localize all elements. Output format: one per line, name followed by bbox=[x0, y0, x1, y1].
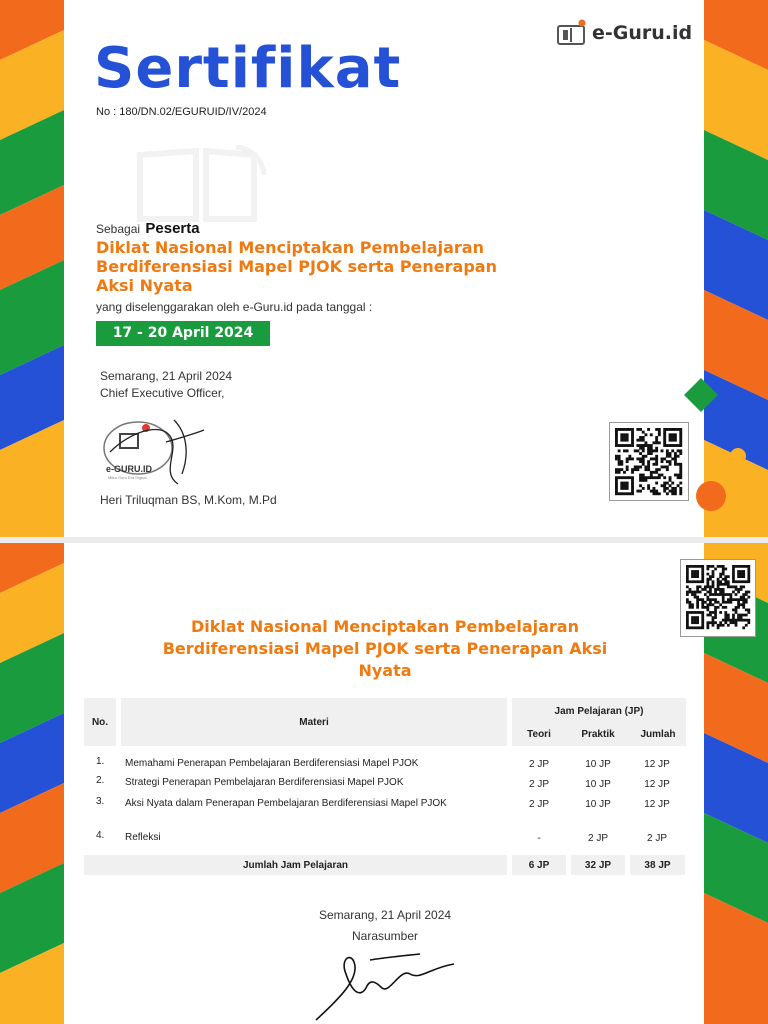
row-materi: Aksi Nyata dalam Penerapan Pembelajaran Berdiferensiasi Mapel PJOK bbox=[125, 798, 447, 809]
row-teori: - bbox=[537, 833, 541, 844]
role-line bbox=[96, 220, 200, 237]
role-prefix: Sebagai bbox=[96, 222, 141, 236]
total-teori: 6 JP bbox=[512, 855, 566, 875]
course-title: Diklat Nasional Menciptakan Pembelajaran Berdiferensiasi Mapel PJOK serta Penerapan Aksi Nyata bbox=[162, 617, 608, 680]
row-praktik: 10 JP bbox=[585, 779, 611, 790]
left-decorative-band bbox=[0, 543, 64, 1024]
row-number: 2. bbox=[96, 775, 105, 786]
place-date: Semarang, 21 April 2024 bbox=[318, 908, 452, 922]
participant-role: Peserta bbox=[145, 220, 200, 237]
event-date-badge: 17 - 20 April 2024 bbox=[96, 321, 270, 346]
total-label: Jumlah Jam Pelajaran bbox=[84, 855, 507, 875]
signer-role: Narasumber bbox=[351, 929, 419, 943]
column-header-no: No. bbox=[84, 698, 116, 746]
row-teori: 2 JP bbox=[528, 779, 549, 790]
eguru-logo bbox=[556, 18, 692, 48]
yellow-dot-shape bbox=[730, 448, 746, 464]
total-jumlah: 38 JP bbox=[630, 855, 685, 875]
qr-code bbox=[609, 422, 689, 501]
row-number: 1. bbox=[96, 756, 105, 767]
left-decorative-band bbox=[0, 0, 64, 537]
row-jumlah: 12 JP bbox=[644, 779, 670, 790]
place-date: Semarang, 21 April 2024 bbox=[100, 369, 233, 383]
book-watermark-icon bbox=[136, 145, 266, 230]
total-praktik: 32 JP bbox=[571, 855, 625, 875]
certificate-page-back bbox=[0, 543, 768, 1024]
row-materi: Refleksi bbox=[125, 832, 161, 843]
row-jumlah: 12 JP bbox=[644, 799, 670, 810]
logo-text: e-Guru.id bbox=[592, 22, 693, 44]
row-number: 4. bbox=[96, 830, 105, 841]
row-materi: Memahami Penerapan Pembelajaran Berdiferensiasi Mapel PJOK bbox=[125, 758, 419, 769]
book-logo-icon bbox=[556, 18, 588, 48]
certificate-title: Sertifikat bbox=[94, 36, 402, 101]
orange-dot-shape bbox=[696, 481, 726, 511]
column-header-praktik: Praktik bbox=[581, 729, 615, 740]
row-materi: Strategi Penerapan Pembelajaran Berdiferensiasi Mapel PJOK bbox=[125, 777, 404, 788]
row-teori: 2 JP bbox=[528, 799, 549, 810]
stamp-text: e-GURU.ID bbox=[106, 464, 153, 474]
qr-code bbox=[680, 559, 756, 637]
row-praktik: 2 JP bbox=[587, 833, 608, 844]
row-praktik: 10 JP bbox=[585, 759, 611, 770]
certificate-number: No : 180/DN.02/EGURUID/IV/2024 bbox=[96, 106, 267, 118]
column-header-teori: Teori bbox=[527, 729, 551, 740]
signer-role: Chief Executive Officer, bbox=[100, 386, 225, 400]
row-jumlah: 2 JP bbox=[646, 833, 667, 844]
column-header-materi: Materi bbox=[121, 698, 507, 746]
signature-image bbox=[310, 948, 460, 1024]
jp-group-label: Jam Pelajaran (JP) bbox=[554, 706, 644, 717]
stamp-subtext: Mitra Guru Era Digital bbox=[108, 475, 147, 480]
row-number: 3. bbox=[96, 796, 105, 807]
course-title: Diklat Nasional Menciptakan Pembelajaran Berdiferensiasi Mapel PJOK serta Penerapan Aksi Nyata bbox=[96, 238, 497, 295]
signer-name: Heri Triluqman BS, M.Kom, M.Pd bbox=[100, 493, 277, 507]
row-praktik: 10 JP bbox=[585, 799, 611, 810]
row-jumlah: 12 JP bbox=[644, 759, 670, 770]
narasumber-signature bbox=[310, 948, 460, 1024]
column-header-jumlah: Jumlah bbox=[640, 729, 676, 740]
stamp-and-signature bbox=[100, 412, 210, 490]
row-teori: 2 JP bbox=[528, 759, 549, 770]
organized-text: yang diselenggarakan oleh e-Guru.id pada tanggal : bbox=[96, 300, 373, 314]
